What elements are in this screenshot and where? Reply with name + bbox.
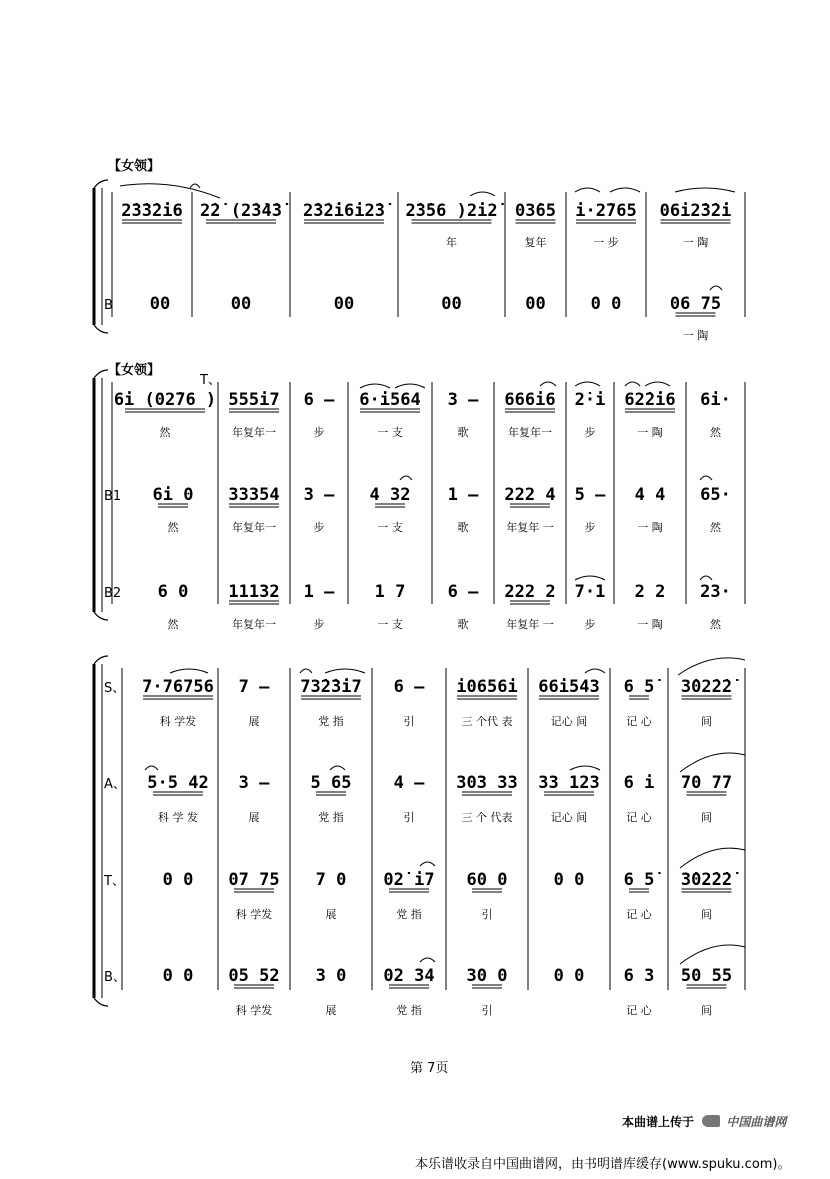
lyric-text: 间 [701, 908, 712, 921]
jianpu-measure: 00 [525, 294, 546, 314]
jianpu-measure: 222 4 [504, 485, 556, 505]
jianpu-measure: 6i 0 [152, 485, 194, 505]
jianpu-measure: 666i6 [504, 390, 556, 410]
jianpu-measure: 7 – [238, 677, 270, 697]
jianpu-measure: 50 55 [680, 966, 733, 986]
section-header: 【女领】 [108, 159, 161, 174]
lyric-text: 一 陶 [682, 236, 709, 249]
lyric-text: 展 [325, 1004, 337, 1017]
lyric-text: 复年 [524, 236, 547, 249]
jianpu-measure: 6 – [447, 582, 479, 602]
lyric-text: 然 [710, 618, 721, 631]
jianpu-measure: 7 0 [315, 870, 347, 890]
source-notice: 本乐谱收录自中国曲谱网，由书明谱库缓存(www.spuku.com)。 [415, 1157, 791, 1172]
jianpu-measure: 1 7 [374, 582, 406, 602]
slur-arc [680, 945, 745, 964]
jianpu-measure: 00 [441, 294, 462, 314]
lyric-text: 步 [584, 618, 596, 631]
slur-arc [190, 184, 200, 188]
jianpu-measure: 6 5̇ [623, 870, 655, 890]
jianpu-measure: 03̇65 [515, 201, 556, 221]
lyric-text: 一 陶 [637, 426, 663, 439]
jianpu-measure: 11132 [228, 582, 280, 602]
lyric-text: 引 [481, 908, 493, 921]
staff-label: B [104, 298, 113, 313]
jianpu-measure: 23· [700, 582, 731, 602]
slur-arc [575, 382, 600, 386]
lyric-text: 记 心 [626, 811, 652, 824]
jianpu-measure: 5 65 [310, 773, 352, 793]
jianpu-measure: 5·5 42 [147, 773, 209, 793]
jianpu-measure: 1 – [303, 582, 335, 602]
jianpu-measure: 62̇2̇i6 [624, 390, 676, 410]
staff-label: T、 [104, 874, 125, 889]
lyric-text: 三 个代 表 [461, 715, 513, 728]
lyric-text: 年复年一 [232, 426, 276, 439]
jianpu-measure: 33354 [228, 485, 280, 505]
jianpu-measure: 70 77 [680, 773, 733, 793]
lyric-text: 引 [481, 1004, 493, 1017]
slur-arc [540, 382, 556, 386]
lyric-text: 展 [248, 715, 260, 728]
jianpu-measure: 6 – [393, 677, 425, 697]
jianpu-measure: 0 0 [553, 870, 585, 890]
slur-arc [570, 766, 600, 770]
jianpu-measure: 222 2 [504, 582, 556, 602]
slur-arc [610, 188, 640, 192]
jianpu-measure: 2̇3̇3̇2̇i6 [121, 201, 183, 221]
jianpu-measure: 3 – [303, 485, 335, 505]
jianpu-measure: 73̇2̇3̇i7 [300, 677, 362, 697]
slur-arc [575, 576, 605, 580]
lyric-text: 年复年一 [232, 521, 276, 534]
lyric-text: 歌 [457, 426, 469, 439]
slur-arc [145, 766, 158, 770]
system-3 [94, 656, 745, 1006]
lyric-text: 引 [403, 811, 415, 824]
lyric-text: 年复年一 [232, 618, 276, 631]
lyric-text: 年 [446, 236, 457, 249]
lyric-text: 一 陶 [637, 618, 663, 631]
slur-arc [700, 476, 712, 480]
lyric-text: 一 支 [377, 426, 403, 439]
jianpu-measure: 66i543 [538, 677, 600, 697]
jianpu-measure: 4 – [393, 773, 425, 793]
score-layer [94, 158, 745, 1017]
slur-arc [710, 286, 722, 290]
slur-arc [420, 862, 435, 866]
slur-arc [400, 476, 412, 480]
lyric-text: 步 [584, 521, 596, 534]
lyric-text: 科 学发 [235, 1004, 273, 1017]
jianpu-measure: 2̇3̇56 )2̇i2̇ [405, 201, 498, 221]
jianpu-measure: 2̇3̇2̇i6i2̇3̇ [303, 201, 385, 221]
jianpu-measure: 05 52 [228, 966, 280, 986]
slur-arc [120, 184, 220, 198]
lyric-text: 年复年一 [508, 426, 552, 439]
jianpu-measure: 3 – [447, 390, 479, 410]
lyric-text: 年复年 一 [506, 618, 554, 631]
lyric-text: 一 陶 [637, 521, 663, 534]
jianpu-measure: 0 0 [553, 966, 585, 986]
jianpu-measure: 06 75 [669, 294, 722, 314]
jianpu-measure: 3 0 [315, 966, 347, 986]
upload-notice-text: 本曲谱上传于 [622, 1115, 695, 1129]
jianpu-measure: 06i2̇3̇2̇i [659, 201, 732, 221]
lyric-text: 党 指 [318, 811, 344, 824]
lyric-text: 一 支 [377, 521, 403, 534]
staff-label: B2 [104, 586, 122, 601]
jianpu-measure: 2 2 [634, 582, 666, 602]
lyric-text: 一 陶 [682, 329, 709, 342]
jianpu-measure: 6·i564 [359, 390, 421, 410]
slur-arc [360, 384, 390, 388]
brace-hook-top [94, 370, 108, 378]
jianpu-measure: 2̇·i [574, 390, 606, 410]
jianpu-measure: 07 75 [228, 870, 280, 890]
lyric-text: 三 个 代表 [461, 811, 513, 824]
lyric-text: 党 指 [396, 908, 422, 921]
lyric-text: 记 心 [626, 1004, 652, 1017]
staff-label: B、 [104, 970, 126, 985]
slur-arc [678, 658, 745, 675]
lyric-text: 记心 间 [550, 811, 588, 824]
slur-arc [680, 753, 745, 772]
lyric-text: 然 [159, 426, 171, 439]
slur-arc [645, 382, 670, 386]
slur-arc [325, 669, 365, 673]
brace-hook-top [94, 180, 108, 188]
lyric-text: 一 支 [377, 618, 403, 631]
jianpu-measure: 00 [333, 294, 355, 314]
lyric-text: 步 [313, 521, 325, 534]
lyric-text: 党 指 [396, 1004, 422, 1017]
lyric-text: 一 步 [593, 236, 619, 249]
jianpu-measure: 30 0 [466, 966, 508, 986]
jianpu-measure: 7·1 [574, 582, 606, 602]
jianpu-measure: 7·76756 [142, 677, 214, 697]
watermark-logo-icon [702, 1115, 720, 1127]
jianpu-measure: 33 123 [538, 773, 600, 793]
page-number: 第 7页 [410, 1061, 449, 1076]
staff-label: A、 [104, 777, 126, 792]
slur-arc [585, 669, 605, 673]
staff-label: S、 [104, 681, 126, 696]
lyric-text: 歌 [457, 618, 469, 631]
slur-arc [300, 669, 312, 673]
upload-notice [622, 1113, 786, 1130]
lyric-text: 展 [248, 811, 260, 824]
jianpu-measure: 2̇2̇ (2̇3̇4̇3̇ [200, 201, 282, 221]
part-mark: T、 [200, 373, 221, 388]
lyric-text: 然 [710, 426, 721, 439]
lyric-text: 记 心 [626, 715, 652, 728]
jianpu-measure: 6 i [623, 773, 655, 793]
jianpu-measure: 3̇02̇2̇2̇ [680, 870, 733, 890]
jianpu-measure: 3 – [238, 773, 270, 793]
lyric-text: 引 [403, 715, 415, 728]
lyric-text: 然 [710, 521, 721, 534]
jianpu-measure: 1 – [447, 485, 479, 505]
jianpu-measure: 0 0 [162, 870, 194, 890]
lyric-text: 歌 [457, 521, 469, 534]
jianpu-measure: i0656i [456, 677, 518, 697]
staff-label: B1 [104, 489, 122, 504]
lyric-text: 然 [167, 521, 179, 534]
section-header: 【女领】 [108, 363, 161, 378]
jianpu-measure: 02 34 [383, 966, 435, 986]
slur-arc [575, 188, 600, 192]
slur-arc [470, 192, 495, 196]
jianpu-measure: 303 33 [456, 773, 518, 793]
jianpu-measure: 0 0 [590, 294, 622, 314]
brace-hook-bottom [94, 612, 108, 620]
jianpu-measure: 6 0 [157, 582, 189, 602]
lyric-text: 科 学发 [159, 715, 197, 728]
jianpu-measure: 555i7 [228, 390, 280, 410]
lyric-text: 展 [325, 908, 337, 921]
slur-arc [420, 958, 435, 962]
lyric-text: 记心 间 [550, 715, 588, 728]
lyric-text: 步 [584, 426, 596, 439]
lyric-text: 间 [701, 811, 712, 824]
slur-arc [700, 576, 712, 580]
lyric-text: 然 [167, 618, 179, 631]
jianpu-measure: 60 0 [466, 870, 508, 890]
lyric-text: 年复年 一 [506, 521, 554, 534]
jianpu-measure: 6 5̇ [623, 677, 655, 697]
brace-hook-bottom [94, 998, 108, 1006]
lyric-text: 间 [701, 715, 712, 728]
slur-arc [680, 848, 745, 868]
lyric-text: 科 学发 [235, 908, 273, 921]
brace-hook-top [94, 656, 108, 664]
slur-arc [625, 382, 640, 386]
jianpu-measure: 02̇ i7 [383, 870, 435, 890]
jianpu-measure: 65· [700, 485, 731, 505]
lyric-text: 记 心 [626, 908, 652, 921]
jianpu-measure: 00 [149, 294, 171, 314]
lyric-text: 步 [313, 426, 325, 439]
watermark-brand: 中国曲谱网 [726, 1115, 787, 1129]
brace-hook-bottom [94, 325, 108, 333]
lyric-text: 科 学 发 [158, 811, 198, 824]
lyric-text: 步 [313, 618, 325, 631]
jianpu-measure: 6i (02̇76 ) [113, 390, 217, 410]
jianpu-measure: 6 3 [623, 966, 655, 986]
slur-arc [330, 766, 345, 770]
jianpu-measure: 4 32 [369, 485, 411, 505]
jianpu-measure: 00 [230, 294, 252, 314]
lyric-text: 党 指 [318, 715, 344, 728]
jianpu-measure: i·2̇765 [575, 201, 637, 221]
jianpu-measure: 6i· [700, 390, 731, 410]
jianpu-measure: 6 – [303, 390, 335, 410]
jianpu-measure: 3̇02̇2̇2̇ [680, 677, 733, 697]
jianpu-measure: 5 – [574, 485, 606, 505]
jianpu-measure: 4 4 [634, 485, 666, 505]
slur-arc [675, 188, 735, 192]
slur-arc [170, 669, 208, 673]
jianpu-measure: 0 0 [162, 966, 194, 986]
slur-arc [395, 384, 425, 388]
lyric-text: 间 [701, 1004, 712, 1017]
